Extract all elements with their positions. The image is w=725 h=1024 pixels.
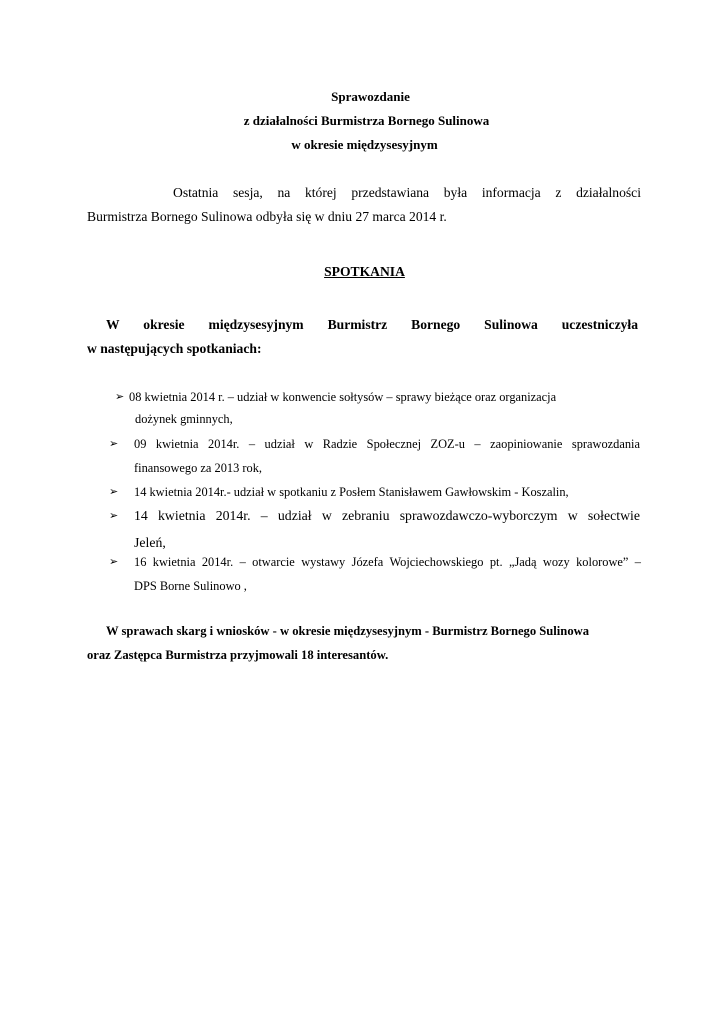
list-item (109, 550, 641, 598)
arrowhead-bullet-icon: ➢ (115, 390, 125, 403)
list-item (109, 480, 636, 504)
list-item-line-1: 08 kwietnia 2014 r. – udział w konwencie sołtysów – sprawy bieżące oraz organizacja (129, 390, 557, 404)
list-item-line-2: finansowego za 2013 rok, (134, 461, 263, 475)
list-item-line-2: Jeleń, (134, 535, 166, 550)
list-item-line-1: 14 kwietnia 2014r. – udział w zebraniu sprawozdawczo-wyborczym w sołectwie (134, 508, 640, 523)
arrowhead-bullet-icon: ➢ (109, 437, 119, 450)
document-subtitle-period: w okresie międzysesyjnym (291, 137, 438, 152)
list-item (109, 432, 640, 480)
list-item (115, 386, 642, 430)
arrowhead-bullet-icon: ➢ (109, 509, 119, 522)
intro-paragraph (87, 181, 641, 229)
list-item (109, 502, 640, 556)
list-item-line-1: 14 kwietnia 2014r.- udział w spotkaniu z Posłem Stanisławem Gawłowskim - Koszalin, (134, 485, 569, 499)
list-item-line-2: DPS Borne Sulinowo , (134, 579, 247, 593)
lead-line-1: W okresie międzysesyjnym Burmistrz Bornego Sulinowa uczestniczyła (106, 317, 638, 332)
list-item-line-1: 09 kwietnia 2014r. – udział w Radzie Społecznej ZOZ-u – zaopiniowanie sprawozdania (134, 437, 640, 451)
list-item-line-1: 16 kwietnia 2014r. – otwarcie wystawy Józefa Wojciechowskiego pt. „Jadą wozy kolorowe” – (134, 555, 641, 569)
list-item-line-2: dożynek gminnych, (135, 412, 233, 426)
arrowhead-bullet-icon: ➢ (109, 555, 119, 568)
lead-line-2: w następujących spotkaniach: (87, 341, 262, 356)
closing-line-2: oraz Zastępca Burmistrza przyjmowali 18 interesantów. (87, 648, 389, 662)
intro-line-2: Burmistrza Bornego Sulinowa odbyła się w dniu 27 marca 2014 r. (87, 209, 447, 224)
intro-line-1: Ostatnia sesja, na której przedstawiana była informacja z działalności (173, 185, 641, 200)
document-subtitle: z działalności Burmistrza Bornego Sulinowa (243, 113, 490, 128)
document-title: Sprawozdanie (331, 89, 410, 104)
section-heading-meetings: SPOTKANIA (324, 264, 405, 279)
arrowhead-bullet-icon: ➢ (109, 485, 119, 498)
closing-line-1: W sprawach skarg i wniosków - w okresie międzysesyjnym - Burmistrz Bornego Sulinowa (106, 624, 590, 638)
lead-paragraph (87, 313, 638, 361)
closing-paragraph (87, 619, 639, 667)
